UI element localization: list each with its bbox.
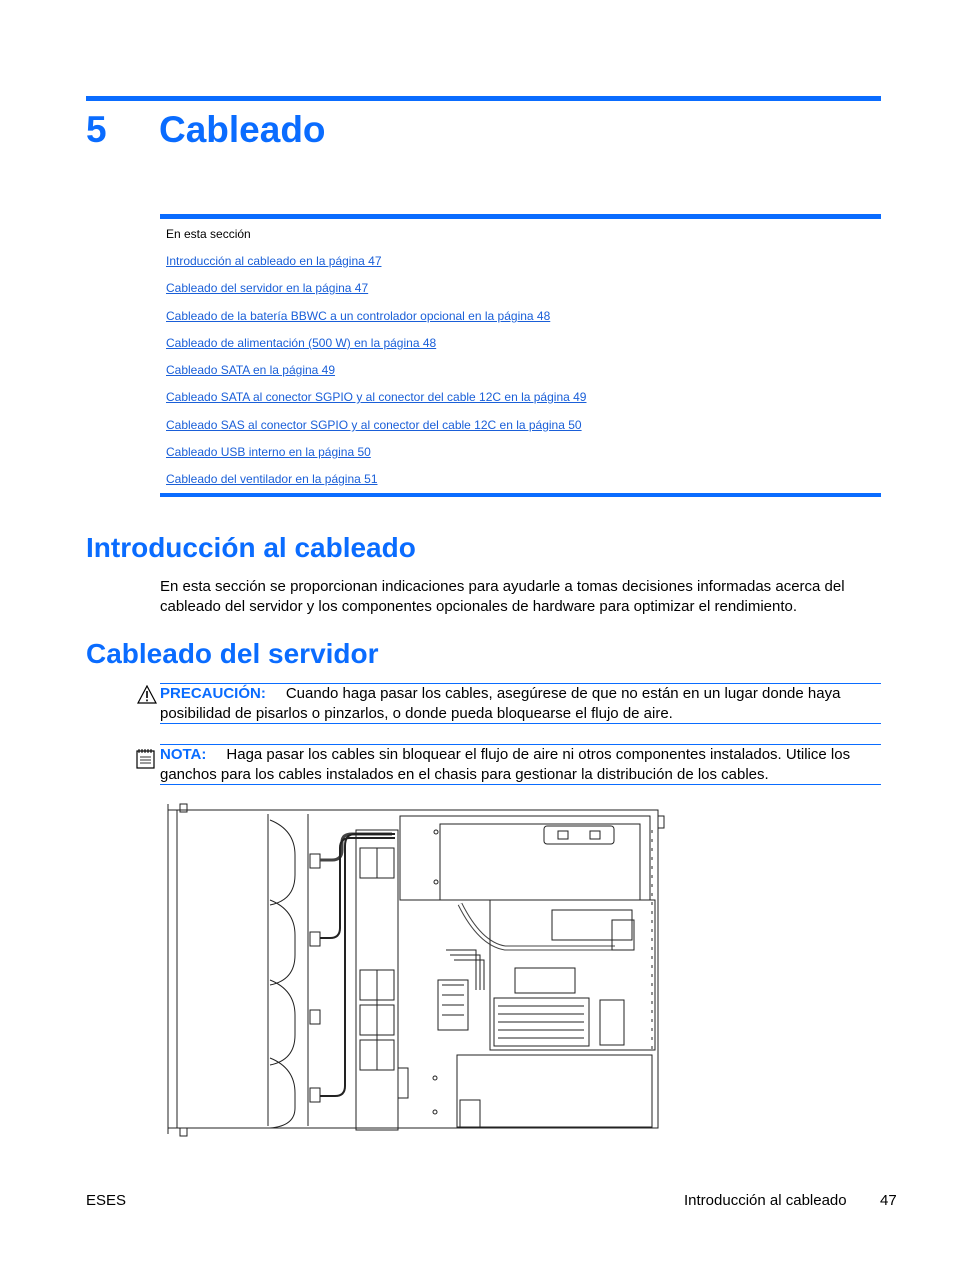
caution-text: Cuando haga pasar los cables, asegúrese de que no están en un lugar donde haya posibilidad de pisarlos o pinzarlos, o donde pueda bloquearse el flujo de aire. [160, 685, 841, 722]
toc-link-sas-sgpio[interactable]: Cableado SAS al conector SGPIO y al conector del cable 12C en la página 50 [166, 418, 582, 432]
toc-link-sata-sgpio[interactable]: Cableado SATA al conector SGPIO y al conector del cable 12C en la página 49 [166, 390, 587, 404]
toc-bottom-rule [160, 493, 881, 497]
toc-top-rule [160, 214, 881, 219]
toc-link-introduccion[interactable]: Introducción al cableado en la página 47 [166, 254, 382, 268]
section-heading-introduccion: Introducción al cableado [86, 532, 416, 563]
note-pad-icon [135, 748, 157, 770]
section-heading-servidor: Cableado del servidor [86, 638, 379, 669]
note-bottom-rule [160, 784, 881, 785]
toc-link-usb[interactable]: Cableado USB interno en la página 50 [166, 445, 371, 459]
server-cabling-diagram [160, 800, 670, 1142]
toc-link-bbwc[interactable]: Cableado de la batería BBWC a un controlador opcional en la página 48 [166, 309, 551, 323]
toc-link-servidor[interactable]: Cableado del servidor en la página 47 [166, 281, 369, 295]
chapter-number: 5 [86, 109, 107, 150]
chapter-top-rule [86, 96, 881, 101]
note-text: Haga pasar los cables sin bloquear el flujo de aire ni otros componentes instalados. Utilice los ganchos para los cables instalados en el chasis para gestionar la distribución de los cables. [160, 746, 851, 783]
caution-label: PRECAUCIÓN: [160, 685, 266, 702]
footer-section-title: Introducción al cableado [684, 1192, 847, 1209]
toc-link-alimentacion[interactable]: Cableado de alimentación (500 W) en la página 48 [166, 336, 437, 350]
caution-block [160, 684, 882, 723]
caution-bottom-rule [160, 723, 881, 724]
caution-triangle-icon [137, 685, 157, 704]
note-label: NOTA: [160, 746, 207, 763]
footer-left-label: ESES [86, 1192, 127, 1209]
chapter-title: Cableado [159, 109, 326, 150]
toc-label: En esta sección [166, 227, 251, 241]
toc-link-ventilador[interactable]: Cableado del ventilador en la página 51 [166, 472, 378, 486]
section-intro-paragraph: En esta sección se proporcionan indicaciones para ayudarle a tomas decisiones informadas acerca del cableado del servidor y los componentes opcionales de hardware para optimizar el rendimiento. [160, 578, 845, 615]
note-block [160, 745, 882, 784]
footer-page-number: 47 [880, 1192, 897, 1209]
toc-link-sata[interactable]: Cableado SATA en la página 49 [166, 363, 336, 377]
